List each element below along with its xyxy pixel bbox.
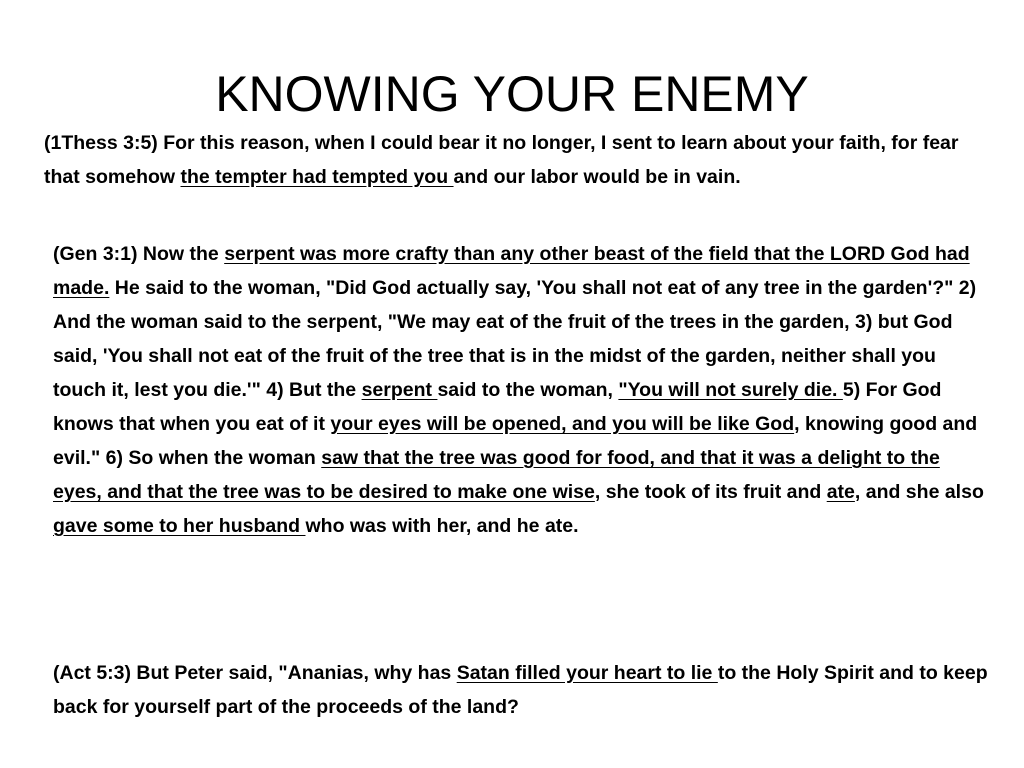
scripture-paragraph-gen [53,237,988,543]
underlined-phrase: serpent was more crafty than any other beast of the field that the LORD God had made. [53,243,970,299]
underlined-phrase: saw that the tree was good for food, and that it was a delight to the eyes, and that the tree was to be desired to make one wise [53,447,940,503]
underlined-phrase: ate [826,481,855,503]
text-segment: He said to the woman, "Did God actually say, 'You shall not eat of any tree in the garden'?" 2) And the woman said to the serpent, "We may eat of the fruit of the trees in the garden, 3) but God said, 'You shall not eat of the fruit of the tree that is in the midst of the garden, neither shall you touch it, lest you die.'" 4) But the [53,277,977,401]
text-segment: and our labor would be in vain. [453,166,741,188]
text-segment: (1Thess 3:5) For this reason, when I could bear it no longer, I sent to learn about your faith, for fear that somehow [44,132,959,188]
underlined-phrase: gave some to her husband [53,515,306,537]
text-segment: said to the woman, [437,379,619,401]
text-segment: (Act 5:3) But Peter said, "Ananias, why has [53,662,457,684]
text-segment: (Gen 3:1) Now the [53,243,225,265]
text-segment: , she took of its fruit and [594,481,827,503]
slide-title: KNOWING YOUR ENEMY [215,66,809,122]
text-segment: to the Holy Spirit and to keep back for yourself part of the proceeds of the land? [53,662,988,718]
text-segment: , and she also [854,481,984,503]
text-segment: 5) For God knows that when you eat of it [53,379,942,435]
scripture-paragraph-1thess [44,126,999,194]
underlined-phrase: Satan filled your heart to lie [456,662,718,684]
underlined-phrase: the tempter had tempted you [180,166,454,188]
underlined-phrase: your eyes will be opened, and you will be like God [330,413,795,435]
underlined-phrase: "You will not surely die. [618,379,843,401]
scripture-paragraph-acts [53,656,993,724]
underlined-phrase: serpent [361,379,438,401]
text-segment: , knowing good and evil." 6) So when the woman [53,413,978,469]
text-segment: who was with her, and he ate. [305,515,579,537]
